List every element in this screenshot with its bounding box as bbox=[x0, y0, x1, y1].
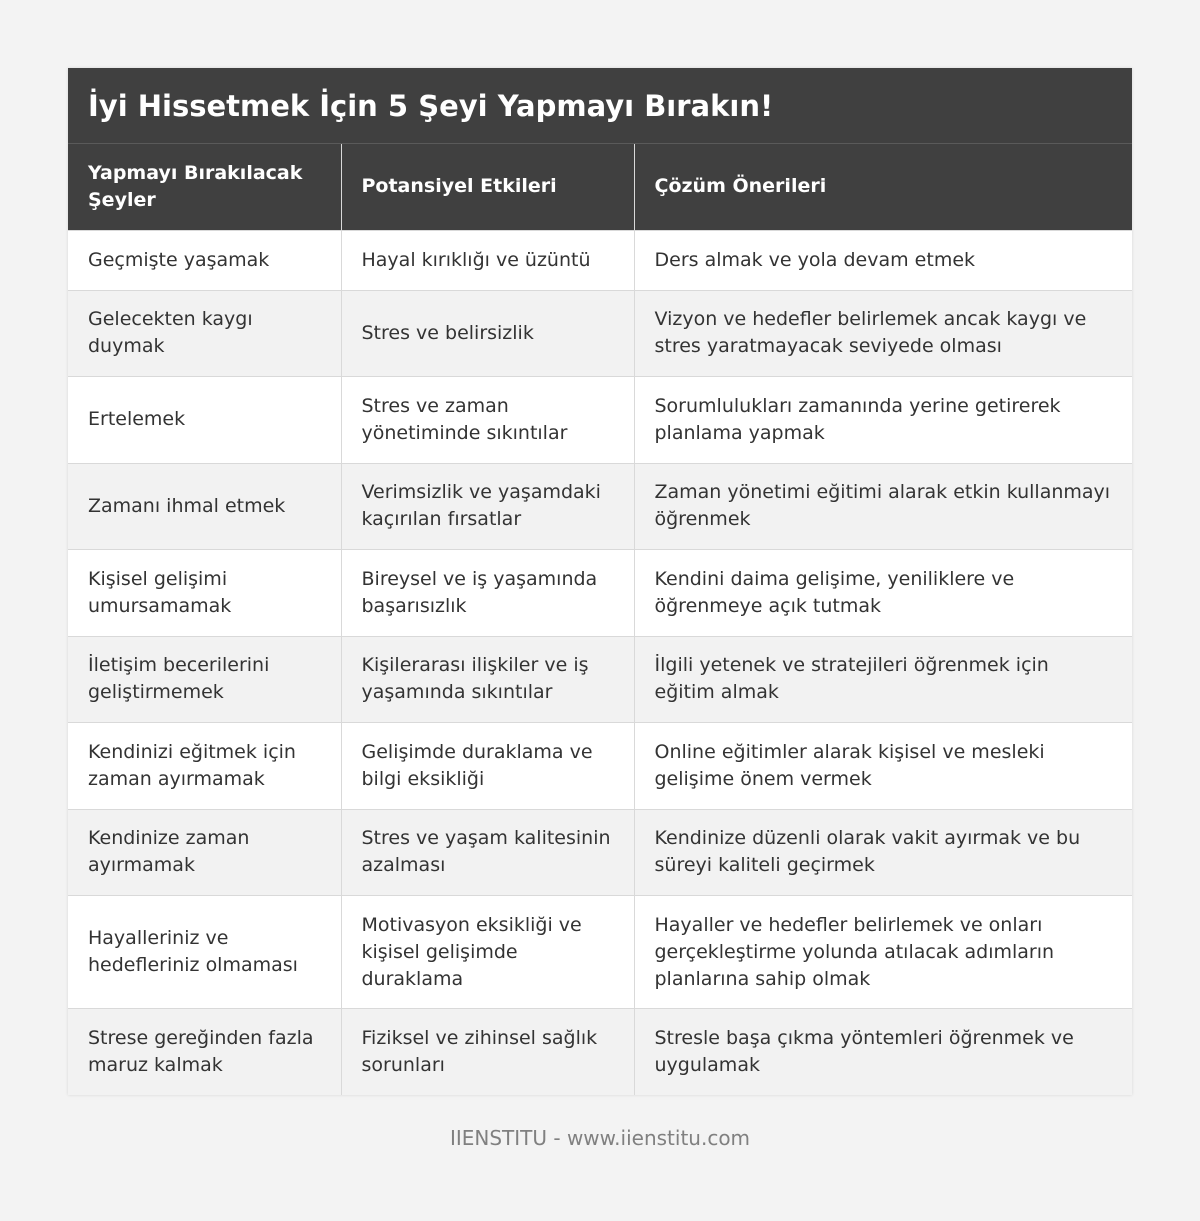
table-cell: Sorumlulukları zamanında yerine getirerek planlama yapmak bbox=[634, 377, 1132, 464]
footer-credit: IIENSTITU - www.iienstitu.com bbox=[449, 1126, 751, 1150]
header-row bbox=[68, 144, 1132, 230]
table-row bbox=[68, 896, 1132, 1009]
table-cell: Ertelemek bbox=[68, 377, 341, 464]
table-cell: İlgili yetenek ve stratejileri öğrenmek için eğitim almak bbox=[634, 636, 1132, 723]
table-cell: Stresle başa çıkma yöntemleri öğrenmek ve uygulamak bbox=[634, 1009, 1132, 1096]
table-cell: Stres ve belirsizlik bbox=[341, 290, 634, 377]
table-title: İyi Hissetmek İçin 5 Şeyi Yapmayı Bırakın! bbox=[68, 68, 1132, 144]
data-table bbox=[68, 144, 1132, 1095]
column-header-potential-effects: Potansiyel Etkileri bbox=[341, 144, 634, 230]
table-cell: Verimsizlik ve yaşamdaki kaçırılan fırsatlar bbox=[341, 463, 634, 550]
table-cell: Strese gereğinden fazla maruz kalmak bbox=[68, 1009, 341, 1096]
table-cell: Online eğitimler alarak kişisel ve mesleki gelişime önem vermek bbox=[634, 723, 1132, 810]
table-row bbox=[68, 230, 1132, 290]
table-cell: Kendinize zaman ayırmamak bbox=[68, 809, 341, 896]
table-cell: Motivasyon eksikliği ve kişisel gelişimde duraklama bbox=[341, 896, 634, 1009]
table-row bbox=[68, 377, 1132, 464]
table-cell: Kendinize düzenli olarak vakit ayırmak ve bu süreyi kaliteli geçirmek bbox=[634, 809, 1132, 896]
table-cell: Vizyon ve hedefler belirlemek ancak kaygı ve stres yaratmayacak seviyede olması bbox=[634, 290, 1132, 377]
table-cell: Zamanı ihmal etmek bbox=[68, 463, 341, 550]
table-cell: Kişisel gelişimi umursamamak bbox=[68, 550, 341, 637]
table-cell: Hayaller ve hedefler belirlemek ve onları gerçekleştirme yolunda atılacak adımların planlarına sahip olmak bbox=[634, 896, 1132, 1009]
table-row bbox=[68, 463, 1132, 550]
table-cell: Stres ve zaman yönetiminde sıkıntılar bbox=[341, 377, 634, 464]
table-cell: Fiziksel ve zihinsel sağlık sorunları bbox=[341, 1009, 634, 1096]
table-card bbox=[68, 68, 1132, 1095]
table-row bbox=[68, 1009, 1132, 1096]
table-cell: Gelişimde duraklama ve bilgi eksikliği bbox=[341, 723, 634, 810]
column-header-solutions: Çözüm Önerileri bbox=[634, 144, 1132, 230]
table-cell: Kendini daima gelişime, yeniliklere ve öğrenmeye açık tutmak bbox=[634, 550, 1132, 637]
table-row bbox=[68, 723, 1132, 810]
table-cell: Stres ve yaşam kalitesinin azalması bbox=[341, 809, 634, 896]
table-cell: Kendinizi eğitmek için zaman ayırmamak bbox=[68, 723, 341, 810]
table-cell: İletişim becerilerini geliştirmemek bbox=[68, 636, 341, 723]
column-header-things-to-stop: Yapmayı Bırakılacak Şeyler bbox=[68, 144, 341, 230]
table-cell: Hayalleriniz ve hedefleriniz olmaması bbox=[68, 896, 341, 1009]
table-cell: Kişilerarası ilişkiler ve iş yaşamında sıkıntılar bbox=[341, 636, 634, 723]
table-row bbox=[68, 550, 1132, 637]
table-row bbox=[68, 290, 1132, 377]
table-row bbox=[68, 636, 1132, 723]
table-cell: Geçmişte yaşamak bbox=[68, 230, 341, 290]
table-cell: Hayal kırıklığı ve üzüntü bbox=[341, 230, 634, 290]
table-row bbox=[68, 809, 1132, 896]
table-cell: Bireysel ve iş yaşamında başarısızlık bbox=[341, 550, 634, 637]
table-cell: Gelecekten kaygı duymak bbox=[68, 290, 341, 377]
table-cell: Zaman yönetimi eğitimi alarak etkin kullanmayı öğrenmek bbox=[634, 463, 1132, 550]
table-cell: Ders almak ve yola devam etmek bbox=[634, 230, 1132, 290]
